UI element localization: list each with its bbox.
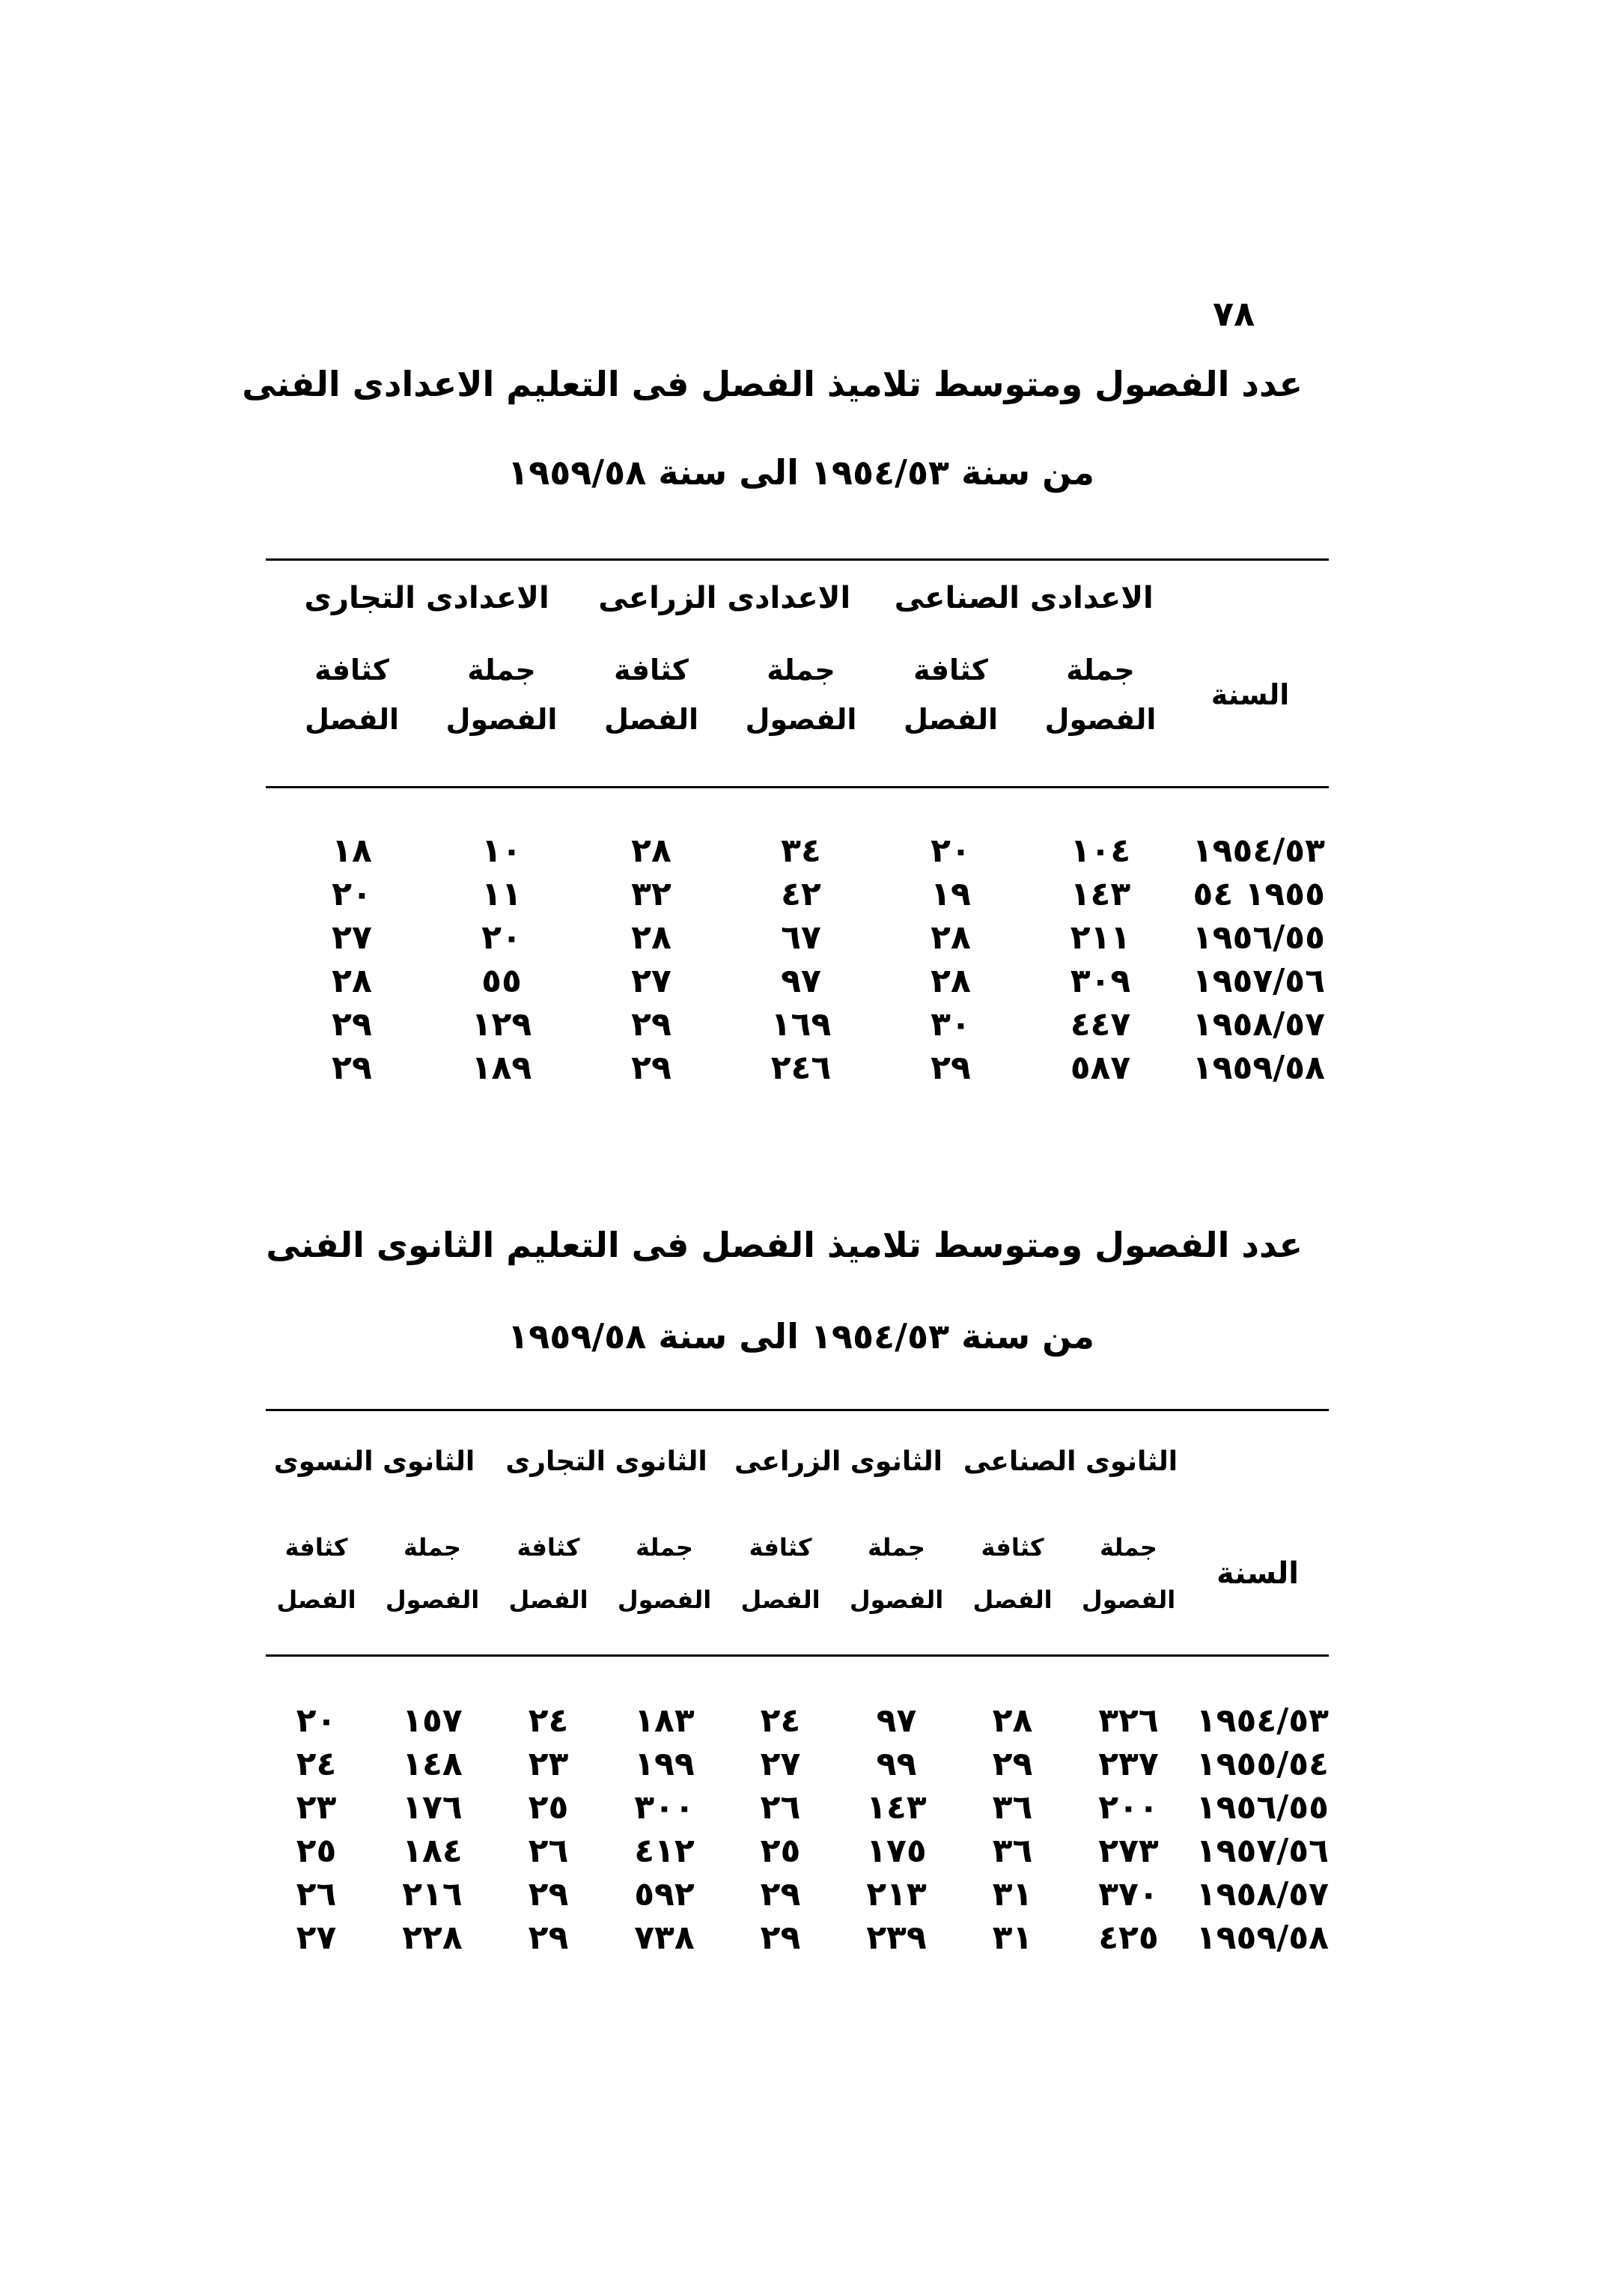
table2-cell: ٢٣٧	[1098, 1745, 1159, 1783]
table2-cell: ٢٦	[296, 1875, 337, 1913]
table1-cell: ٥٥	[481, 962, 522, 1000]
table1-cell: ١١	[481, 875, 522, 913]
table1-cell: ٢٩	[631, 1049, 671, 1087]
table1-cell-year: ١٩٥٩/٥٨	[1192, 1049, 1325, 1087]
table1-cell: ٢٩	[332, 1005, 372, 1044]
table2-cell: ٢٤	[296, 1745, 337, 1783]
table2-cell: ٧٣٨	[634, 1919, 695, 1957]
table1-cell: ٥٨٧	[1070, 1049, 1131, 1087]
table2-header-rule	[266, 1654, 1329, 1657]
table2-cell: ٢٥	[296, 1832, 337, 1870]
table2-cell: ٢٤	[528, 1702, 569, 1740]
table2-col-header: كثافة الفصل	[740, 1533, 820, 1614]
table2-cell: ٢١٣	[866, 1875, 927, 1913]
table2-cell: ٢٩	[528, 1919, 569, 1957]
table2-year-spacer	[1187, 1446, 1329, 1477]
table2-cell: ٢٣	[528, 1745, 569, 1783]
table2-group-industrial: الثانوى الصناعى	[963, 1446, 1178, 1477]
table1-cell: ٢٩	[332, 1049, 372, 1087]
table1-col-header: كثافة الفصل	[903, 654, 998, 736]
table1-cell: ٢٧	[631, 962, 671, 1000]
table1-cell: ١٨	[332, 832, 372, 870]
table2-cell: ٩٧	[876, 1702, 917, 1740]
table1-cell: ١٠	[481, 832, 522, 870]
table2-cell: ٢٧٣	[1098, 1832, 1159, 1870]
table2-cell: ٢٨	[992, 1702, 1033, 1740]
table1-group-commercial: الاعدادى التجارى	[304, 581, 549, 615]
table1-title: عدد الفصول ومتوسط تلاميذ الفصل فى التعليم الاعدادى الفنى	[242, 364, 1303, 404]
table1-year-spacer	[1175, 581, 1325, 615]
table2-cell: ١٨٣	[634, 1702, 695, 1740]
table2-cell: ٢٩	[760, 1875, 801, 1913]
table2-column-header-row	[258, 1521, 1329, 1626]
table2-cell: ٢٦	[528, 1832, 569, 1870]
table1-body	[277, 829, 1325, 1090]
table1-col-header: جملة الفصول	[745, 654, 857, 736]
table2-group-agricultural: الثانوى الزراعى	[734, 1446, 942, 1477]
table1-group-industrial: الاعدادى الصناعى	[894, 581, 1154, 615]
table2-cell: ٢٥	[760, 1832, 801, 1870]
table2-cell: ١٤٣	[866, 1788, 927, 1827]
table2-cell: ١٧٦	[402, 1788, 463, 1827]
table2-col-header: جملة الفصول	[617, 1533, 712, 1614]
table2-cell: ١٨٤	[402, 1832, 463, 1870]
table2-cell: ٢٣٩	[866, 1919, 927, 1957]
table1-cell: ٤٢	[781, 875, 821, 913]
table2-cell: ٣٠٠	[634, 1788, 695, 1827]
table1-group-agricultural: الاعدادى الزراعى	[598, 581, 851, 615]
table2-cell: ٣١	[992, 1919, 1033, 1957]
table1-cell: ٢٠	[481, 919, 522, 957]
table2-body	[258, 1699, 1329, 1960]
table2-cell: ٢٩	[760, 1919, 801, 1957]
table1-col-header: جملة الفصول	[445, 654, 558, 736]
table2-cell: ٢٢٨	[402, 1919, 463, 1957]
table1-column-header-row	[277, 645, 1325, 744]
table1-cell: ١٠٤	[1070, 832, 1131, 870]
table2-cell: ٣٧٠	[1098, 1875, 1159, 1913]
table2-top-rule	[266, 1409, 1329, 1411]
table1-cell: ٤٤٧	[1070, 1005, 1131, 1044]
table1-cell: ١٩	[931, 875, 971, 913]
table2-year-header: السنة	[1216, 1556, 1300, 1591]
table2-cell: ١٥٧	[402, 1702, 463, 1740]
table1-year-header: السنة	[1210, 678, 1290, 711]
table1-col-header: كثافة الفصل	[603, 654, 698, 736]
table2-cell: ٤١٢	[634, 1832, 695, 1870]
table1-cell: ٢٨	[332, 962, 372, 1000]
table2-cell-year: ١٩٥٧/٥٦	[1196, 1832, 1329, 1870]
table1-cell: ٩٧	[781, 962, 821, 1000]
table1-cell-year: ١٩٥٨/٥٧	[1192, 1005, 1325, 1044]
table2-col-header: كثافة الفصل	[508, 1533, 588, 1614]
table2-cell-year: ١٩٥٤/٥٣	[1196, 1702, 1329, 1740]
table1-cell: ٢٨	[931, 962, 971, 1000]
table2-cell: ٣٢٦	[1098, 1702, 1159, 1740]
table2-subtitle: من سنة ١٩٥٤/٥٣ الى سنة ١٩٥٩/٥٨	[508, 1316, 1094, 1356]
table2-cell: ٢٠	[296, 1702, 337, 1740]
table1-header-rule	[266, 786, 1329, 788]
table2-cell: ٥٩٢	[634, 1875, 695, 1913]
table1-cell: ٣٤	[781, 832, 821, 870]
table1-cell-year: ١٩٥٤/٥٣	[1192, 832, 1325, 870]
table1-cell: ١٢٩	[471, 1005, 532, 1044]
table1-cell-year: ١٩٥٦/٥٥	[1192, 919, 1325, 957]
table1-cell-year: ١٩٥٥ ٥٤	[1193, 875, 1325, 913]
table1-cell: ٢٨	[931, 919, 971, 957]
table1-cell: ٣٢	[631, 875, 671, 913]
table2-group-header-row	[258, 1446, 1329, 1477]
table1-group-header-row	[277, 581, 1325, 615]
table2-cell: ١٩٩	[634, 1745, 695, 1783]
table1-cell: ٢٨	[631, 919, 671, 957]
table2-cell: ٢٧	[760, 1745, 801, 1783]
table2-col-header: كثافة الفصل	[972, 1533, 1053, 1614]
table2-cell-year: ١٩٥٥/٥٤	[1196, 1745, 1329, 1783]
table2-cell: ٢١٦	[402, 1875, 463, 1913]
table2-cell-year: ١٩٥٨/٥٧	[1196, 1875, 1329, 1913]
table2-cell: ٣١	[992, 1875, 1033, 1913]
table2-cell: ٣٦	[992, 1832, 1033, 1870]
table1-cell: ٦٧	[781, 919, 821, 957]
table2-col-header: جملة الفصول	[385, 1533, 480, 1614]
table1-cell-year: ١٩٥٧/٥٦	[1192, 962, 1325, 1000]
table2-cell: ٢٩	[528, 1875, 569, 1913]
table1-col-header: جملة الفصول	[1044, 654, 1157, 736]
table1-cell: ٢٠	[332, 875, 372, 913]
table1-top-rule	[266, 558, 1329, 561]
table1-cell: ١٤٣	[1070, 875, 1131, 913]
table2-cell: ٣٦	[992, 1788, 1033, 1827]
table1-cell: ٢٨	[631, 832, 671, 870]
table2-cell-year: ١٩٥٩/٥٨	[1196, 1919, 1329, 1957]
table2-cell: ٢٤	[760, 1702, 801, 1740]
table2-group-commercial: الثانوى التجارى	[505, 1446, 707, 1477]
table2-cell-year: ١٩٥٦/٥٥	[1196, 1788, 1329, 1827]
table1-col-header: كثافة الفصل	[304, 654, 399, 736]
table2-cell: ١٧٥	[866, 1832, 927, 1870]
table1-cell: ٢١١	[1070, 919, 1131, 957]
table2-cell: ٢٩	[992, 1745, 1033, 1783]
page-number: ٧٨	[1213, 293, 1255, 334]
table2-title: عدد الفصول ومتوسط تلاميذ الفصل فى التعليم الثانوى الفنى	[266, 1225, 1303, 1265]
table1-cell: ١٦٩	[770, 1005, 832, 1044]
table1-cell: ٢٧	[332, 919, 372, 957]
table2-cell: ٩٩	[876, 1745, 917, 1783]
table2-col-header: كثافة الفصل	[276, 1533, 356, 1614]
table2-col-header: جملة الفصول	[849, 1533, 944, 1614]
table1-cell: ٢٠	[931, 832, 971, 870]
table2-cell: ٢٦	[760, 1788, 801, 1827]
table2-cell: ٤٢٥	[1098, 1919, 1159, 1957]
table1-cell: ٣٠٩	[1070, 962, 1131, 1000]
table1-cell: ٢٩	[631, 1005, 671, 1044]
table1-cell: ٣٠	[931, 1005, 971, 1044]
table2-cell: ٢٠٠	[1098, 1788, 1159, 1827]
table2-cell: ٢٥	[528, 1788, 569, 1827]
table2-cell: ٢٧	[296, 1919, 337, 1957]
table2-group-feminine: الثانوى النسوى	[273, 1446, 475, 1477]
table2-cell: ١٤٨	[402, 1745, 463, 1783]
table1-subtitle: من سنة ١٩٥٤/٥٣ الى سنة ١٩٥٩/٥٨	[508, 452, 1094, 493]
table2-col-header: جملة الفصول	[1081, 1533, 1176, 1614]
table1-cell: ١٨٩	[471, 1049, 532, 1087]
table2-cell: ٢٣	[296, 1788, 337, 1827]
table1-cell: ٢٤٦	[770, 1049, 832, 1087]
table1-cell: ٢٩	[931, 1049, 971, 1087]
